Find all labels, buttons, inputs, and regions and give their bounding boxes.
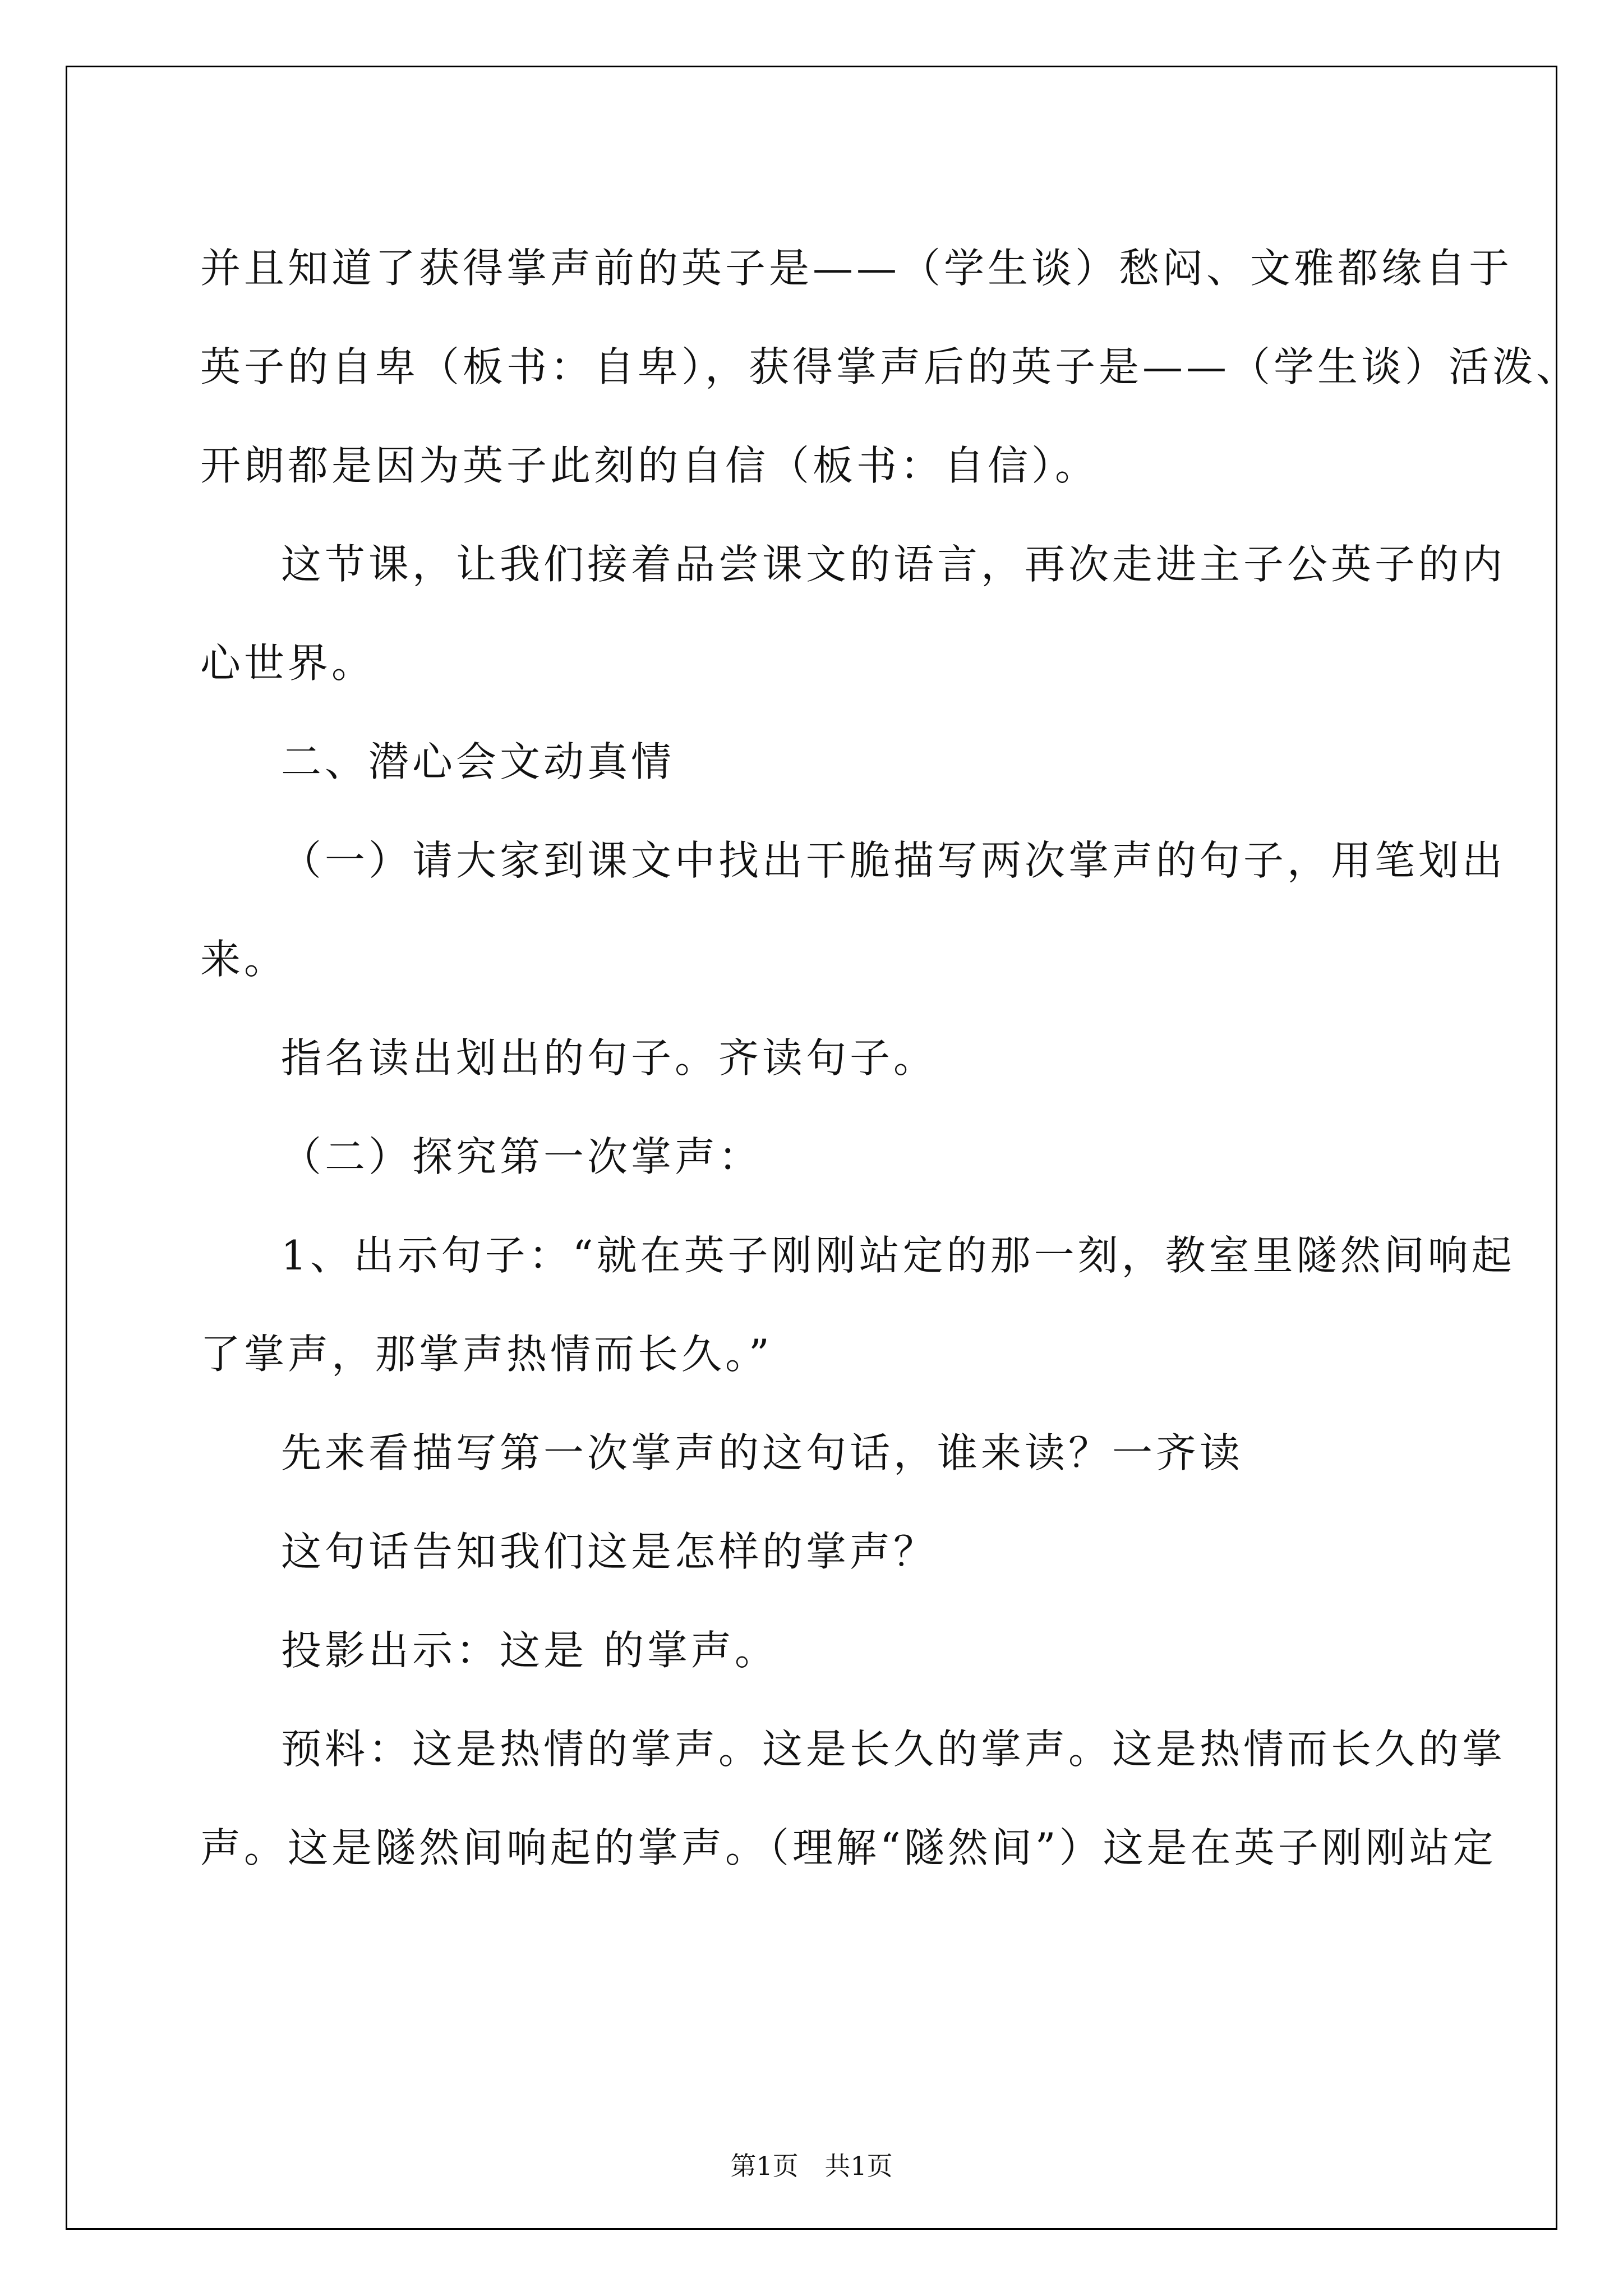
text-line: 声。这是隧然间响起的掌声。（理解“隧然间”）这是在英子刚刚站定 [200,1824,1497,1871]
document-body [200,219,1580,1897]
page-footer [0,2146,1623,2183]
text-line: （一）请大家到课文中找出干脆描写两次掌声的句子，用笔划出 [281,837,1506,884]
text-line: 开朗都是因为英子此刻的自信（板书：自信）。 [200,442,1099,489]
text-line: 了掌声，那掌声热情而长久。” [200,1331,773,1378]
text-line: 二、潜心会文动真情 [281,738,675,785]
page-total: 共1页 [824,2151,893,2181]
text-line: 这节课，让我们接着品尝课文的语言，再次走进主子公英子的内 [281,541,1506,588]
page-number: 第1页 [730,2151,799,2181]
text-line: 并且知道了获得掌声前的英子是——（学生谈）愁闷、文雅都缘自于 [200,245,1513,292]
text-line: 这句话告知我们这是怎样的掌声？ [281,1528,938,1575]
text-line: 预料：这是热情的掌声。这是长久的掌声。这是热情而长久的掌 [281,1726,1506,1773]
text-line: 1、出示句子：“就在英子刚刚站定的那一刻，教室里隧然间响起 [281,1232,1515,1279]
text-line: 来。 [200,936,288,983]
text-line: 心世界。 [200,639,376,687]
text-line: 指名读出划出的句子。齐读句子。 [281,1034,938,1082]
text-line: 英子的自卑（板书：自卑），获得掌声后的英子是——（学生谈）活泼、 [200,343,1580,390]
text-line: （二）探究第一次掌声： [281,1133,763,1180]
text-line: 投影出示：这是 的掌声。 [281,1627,778,1674]
text-line: 先来看描写第一次掌声的这句话，谁来读？一齐读 [281,1429,1244,1476]
